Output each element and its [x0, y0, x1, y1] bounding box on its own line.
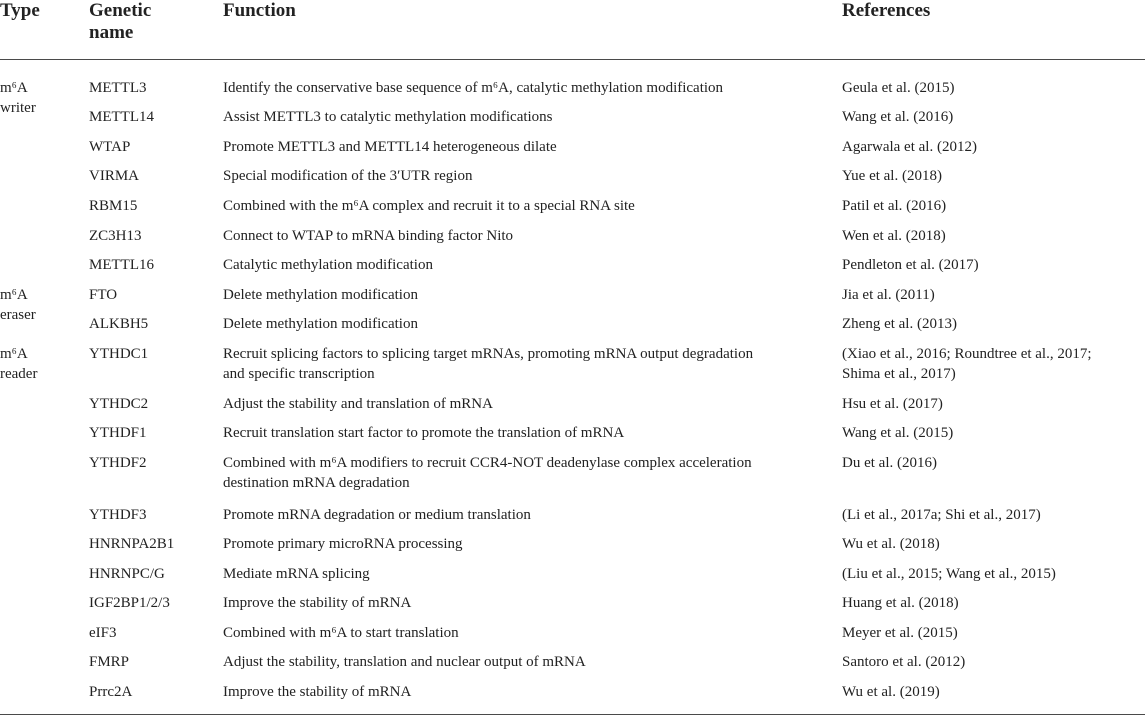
function-line: Promote mRNA degradation or medium translation	[223, 507, 531, 523]
reference-line: Du et al. (2016)	[842, 455, 937, 471]
group-label-line2: eraser	[0, 307, 36, 323]
function-cell	[223, 137, 557, 157]
function-line: Mediate mRNA splicing	[223, 566, 370, 582]
reference-line: Pendleton et al. (2017)	[842, 257, 979, 273]
group-label-line1: m⁶A	[0, 346, 28, 362]
function-line: destination mRNA degradation	[223, 475, 410, 491]
reference-line: Geula et al. (2015)	[842, 80, 955, 96]
group-label-reader	[0, 344, 37, 384]
gene-name-cell: METTL14	[89, 109, 154, 125]
gene-name-cell: FTO	[89, 287, 118, 303]
function-line: Special modification of the 3′UTR region	[223, 168, 473, 184]
references-cell	[842, 564, 1056, 584]
function-line: Combined with m⁶A to start translation	[223, 625, 459, 641]
gene-name-cell: VIRMA	[89, 168, 140, 184]
references-cell	[842, 344, 1092, 384]
gene-name-cell: HNRNPC/G	[89, 566, 165, 582]
gene-name-cell: FMRP	[89, 654, 130, 670]
references-cell	[842, 534, 940, 554]
references-cell	[842, 78, 954, 98]
function-line: Assist METTL3 to catalytic methylation modifications	[223, 109, 553, 125]
references-cell	[842, 226, 946, 246]
reference-line: Wang et al. (2015)	[842, 425, 954, 441]
references-cell	[842, 682, 940, 702]
gene-name-cell: YTHDF3	[89, 507, 147, 523]
header-function-label: Function	[223, 0, 296, 21]
function-line: Recruit translation start factor to promote the translation of mRNA	[223, 425, 625, 441]
function-cell	[223, 564, 370, 584]
gene-name-cell: YTHDF2	[89, 455, 147, 471]
gene-name-cell: METTL16	[89, 257, 154, 273]
references-cell	[842, 453, 937, 473]
reference-line: (Li et al., 2017a; Shi et al., 2017)	[842, 507, 1041, 523]
function-line: Promote primary microRNA processing	[223, 536, 463, 552]
reference-line: Shima et al., 2017)	[842, 366, 956, 382]
header-genetic-name-line2: name	[89, 22, 134, 43]
function-cell	[223, 107, 553, 127]
references-cell	[842, 196, 946, 216]
function-cell	[223, 78, 723, 98]
function-line: Improve the stability of mRNA	[223, 684, 412, 700]
function-cell	[223, 423, 624, 443]
reference-line: Hsu et al. (2017)	[842, 396, 943, 412]
gene-name-cell: ALKBH5	[89, 316, 149, 332]
function-line: Improve the stability of mRNA	[223, 595, 412, 611]
reference-line: Patil et al. (2016)	[842, 198, 947, 214]
header-references-label: References	[842, 0, 931, 21]
function-line: Combined with the m⁶A complex and recruit it to a special RNA site	[223, 198, 635, 214]
references-cell	[842, 623, 958, 643]
group-label-line1: m⁶A	[0, 80, 28, 96]
reference-line: Wu et al. (2019)	[842, 684, 940, 700]
reference-line: Santoro et al. (2012)	[842, 654, 966, 670]
references-cell	[842, 423, 953, 443]
reference-line: Huang et al. (2018)	[842, 595, 959, 611]
function-cell	[223, 682, 411, 702]
reference-line: Zheng et al. (2013)	[842, 316, 957, 332]
references-cell	[842, 107, 953, 127]
references-cell	[842, 285, 935, 305]
function-line: and specific transcription	[223, 366, 375, 382]
group-label-line2: writer	[0, 100, 36, 116]
function-line: Catalytic methylation modification	[223, 257, 433, 273]
header-genetic-name	[89, 0, 151, 44]
reference-line: (Xiao et al., 2016; Roundtree et al., 2017;	[842, 346, 1092, 362]
gene-name-cell: YTHDF1	[89, 425, 147, 441]
references-cell	[842, 137, 977, 157]
function-line: Delete methylation modification	[223, 287, 418, 303]
gene-name-cell: YTHDC1	[89, 346, 149, 362]
group-label-writer	[0, 78, 36, 118]
function-cell	[223, 166, 472, 186]
references-cell	[842, 166, 942, 186]
table-bottom-rule	[0, 714, 1145, 715]
function-line: Recruit splicing factors to splicing target mRNAs, promoting mRNA output degradation	[223, 346, 754, 362]
reference-line: Wu et al. (2018)	[842, 536, 940, 552]
gene-name-cell: YTHDC2	[89, 396, 149, 412]
gene-name-cell: IGF2BP1/2/3	[89, 595, 170, 611]
function-cell	[223, 505, 531, 525]
reference-line: Yue et al. (2018)	[842, 168, 942, 184]
function-line: Adjust the stability and translation of mRNA	[223, 396, 493, 412]
header-function	[223, 0, 296, 22]
function-cell	[223, 394, 493, 414]
function-line: Delete methylation modification	[223, 316, 418, 332]
function-cell	[223, 623, 459, 643]
function-cell	[223, 285, 418, 305]
references-cell	[842, 593, 959, 613]
gene-name-cell: METTL3	[89, 80, 147, 96]
gene-name-cell: Prrc2A	[89, 684, 133, 700]
function-cell	[223, 453, 752, 493]
function-cell	[223, 534, 463, 554]
references-cell	[842, 505, 1041, 525]
table-header	[0, 0, 1145, 60]
header-type	[0, 0, 40, 22]
references-cell	[842, 652, 965, 672]
group-label-eraser	[0, 285, 36, 325]
references-cell	[842, 255, 979, 275]
reference-line: Agarwala et al. (2012)	[842, 139, 977, 155]
function-line: Connect to WTAP to mRNA binding factor Nito	[223, 228, 514, 244]
group-label-line2: reader	[0, 366, 38, 382]
function-cell	[223, 593, 411, 613]
references-cell	[842, 394, 943, 414]
gene-name-cell: HNRNPA2B1	[89, 536, 175, 552]
reference-line: Jia et al. (2011)	[842, 287, 935, 303]
gene-name-cell: ZC3H13	[89, 228, 142, 244]
function-cell	[223, 652, 586, 672]
reference-line: (Liu et al., 2015; Wang et al., 2015)	[842, 566, 1056, 582]
reference-line: Meyer et al. (2015)	[842, 625, 958, 641]
header-references	[842, 0, 930, 22]
function-line: Combined with m⁶A modifiers to recruit CCR4-NOT deadenylase complex acceleration	[223, 455, 752, 471]
reference-line: Wen et al. (2018)	[842, 228, 946, 244]
gene-name-cell: RBM15	[89, 198, 138, 214]
function-line: Promote METTL3 and METTL14 heterogeneous dilate	[223, 139, 557, 155]
function-cell	[223, 226, 513, 246]
function-cell	[223, 344, 753, 384]
group-label-line1: m⁶A	[0, 287, 28, 303]
function-line: Identify the conservative base sequence of m⁶A, catalytic methylation modification	[223, 80, 724, 96]
gene-name-cell: WTAP	[89, 139, 131, 155]
references-cell	[842, 314, 957, 334]
gene-name-cell: eIF3	[89, 625, 117, 641]
reference-line: Wang et al. (2016)	[842, 109, 954, 125]
header-genetic-name-line1: Genetic	[89, 0, 152, 21]
function-cell	[223, 255, 433, 275]
header-type-label: Type	[0, 0, 40, 21]
function-line: Adjust the stability, translation and nuclear output of mRNA	[223, 654, 586, 670]
function-cell	[223, 196, 635, 216]
function-cell	[223, 314, 418, 334]
